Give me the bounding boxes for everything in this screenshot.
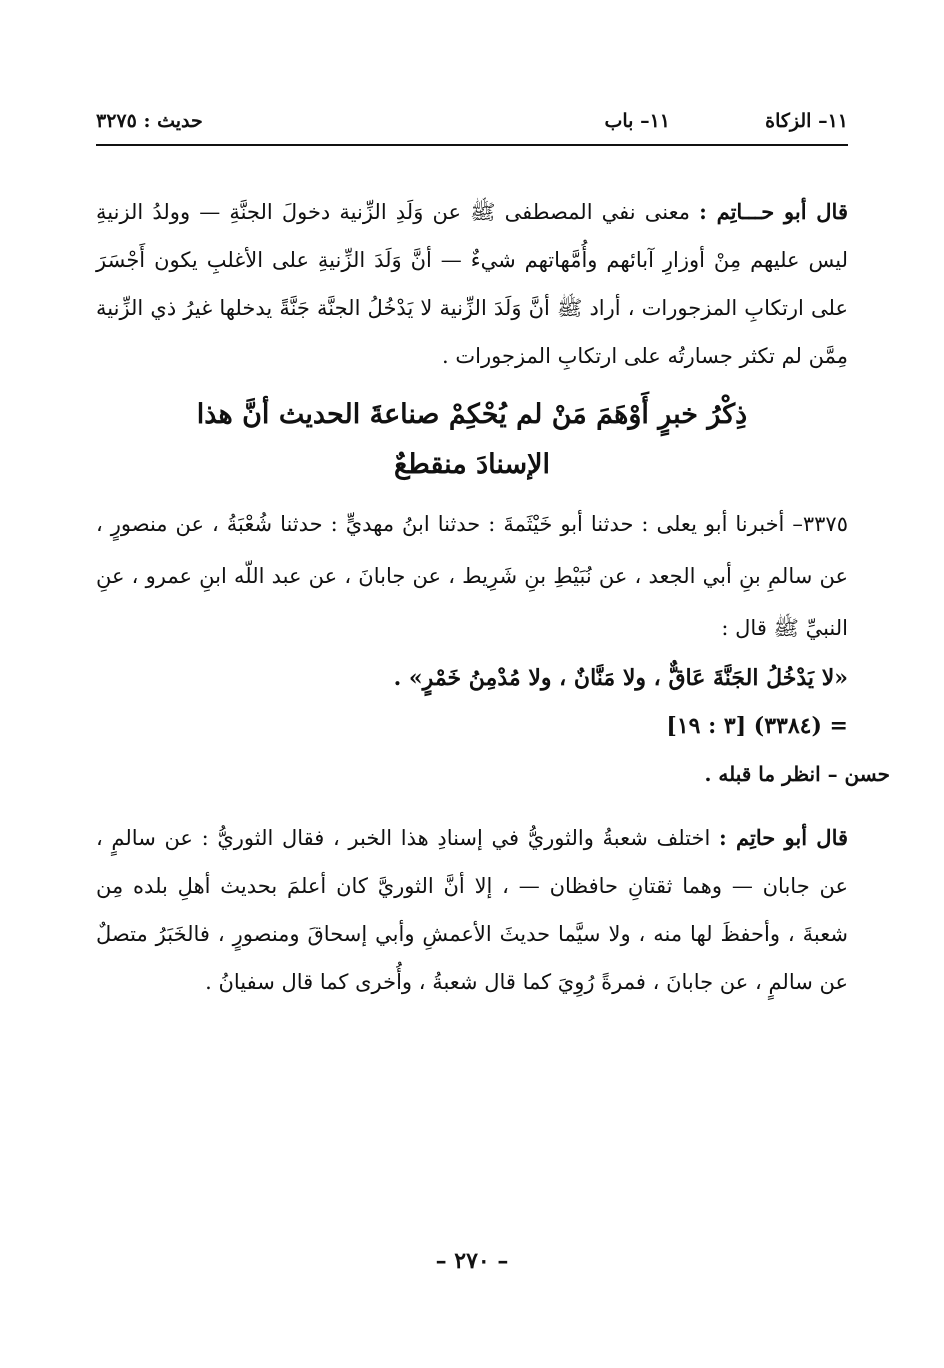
section-heading-line-1: ذِكْرُ خبرٍ أَوْهَمَ مَنْ لم يُحْكِمْ صناعةَ الحديث أنَّ هذا [196, 399, 748, 430]
section-heading-line-2: الإسنادَ منقطعٌ [393, 449, 551, 480]
commentary-lead-1: قال أبو حـــاتِم : [699, 199, 848, 224]
commentary-lead-2: قال أبو حاتِم : [718, 825, 849, 850]
hadith-cross-references: = (٣٣٨٤) [٣ : ١٩] [666, 713, 848, 739]
page-number: – ٢٧٠ – [435, 1248, 509, 1274]
section-heading [96, 390, 848, 490]
hadith-isnad: ٣٣٧٥– أخبرنا أبو يعلى : حدثنا أبو خَيْثَمةَ : حدثنا ابنُ مهديٍّ : حدثنا شُعْبَةُ ، عن منصورٍ ، عن سالمِ بنِ أبي الجعد ، عن نُبَيْطِ بنِ شَرِيط ، عن جابانَ ، عن عبد اللّه ابنِ عمرو ، عنِ النبيِّ ﷺ قال : [96, 512, 848, 640]
running-header [96, 104, 848, 138]
commentary-paragraph-1 [96, 188, 848, 380]
hadith-grade: حسن – انظر ما قبله . [704, 762, 890, 786]
hadith-matn: «لا يَدْخُلُ الجَنَّةَ عَاقٌّ ، ولا مَنَّانٌ ، ولا مُدْمِنُ خَمْرٍ» . [393, 665, 848, 691]
header-divider [96, 144, 848, 146]
commentary-body-2: اختلف شعبةُ والثوريُّ في إسنادِ هذا الخبر ، فقال الثوريُّ : عن سالمٍ ، عن جابان — وهما ثقتانِ حافظان — ، إلا أنَّ الثوريَّ كان أعلمَ بحديث أهلِ بلده مِن شعبةَ ، وأحفظَ لها منه ، ولا سيَّما حديثَ الأعمشِ وأبي إسحاقَ ومنصورٍ ، فالخَبَرُ متصلٌ عن سالمٍ ، عن جابانَ ، فمرةً رُوِيَ كما قال شعبةُ ، وأُخرى كما قال سفيانُ . [96, 826, 848, 994]
header-hadith-reference: حديث : ٣٢٧٥ [96, 110, 203, 132]
commentary-body-1: معنى نفي المصطفى ﷺ عن وَلَدِ الزِّنية دخولَ الجنَّةِ — وولدُ الزنيةِ ليس عليهم مِنْ أوزارِ آبائهم وأُمَّهاتهم شيءٌ — أنَّ وَلَدَ الزِّنيةِ على الأغلبِ يكون أَجْسَرَ على ارتكابِ المزجورات ، أراد ﷺ أنَّ وَلَدَ الزِّنية لا يَدْخُلُ الجنَّة جَنَّةً يدخلها غيرُ ذي الزِّنية مِمَّن لم تكثر جسارتُه على ارتكابِ المزجورات . [96, 200, 848, 368]
header-chapter-title: ١١– باب [604, 110, 670, 132]
commentary-paragraph-2 [96, 814, 848, 1006]
header-book-title: ١١– الزكاة [765, 110, 848, 132]
